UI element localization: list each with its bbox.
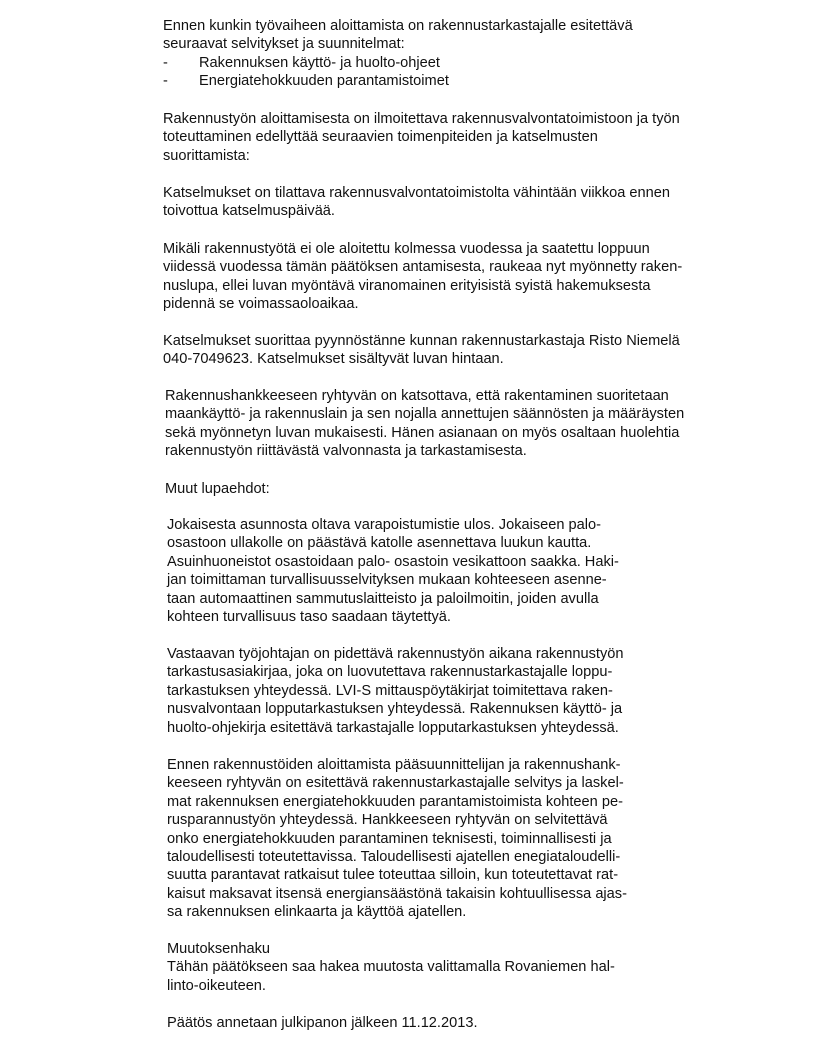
text-line: nusvalvontaan lopputarkastuksen yhteydessä. Rakennuksen käyttö- ja (167, 701, 623, 718)
text-line: 040-7049623. Katselmukset sisältyvät luvan hintaan. (163, 351, 504, 368)
dash-marker: - (163, 54, 168, 71)
list-item (163, 54, 633, 72)
text-line: viidessä vuodessa tämän päätöksen antamisesta, raukeaa nyt myönnetty raken- (163, 259, 683, 276)
text-line: sa rakennuksen elinkaarta ja käyttöä ajatellen. (167, 904, 467, 921)
text-line: mat rakennuksen energiatehokkuuden parantamistoimista kohteen pe- (167, 793, 623, 810)
energia-paragraph (167, 756, 627, 922)
text-line: toivottua katselmuspäivää. (163, 203, 335, 220)
text-line: Rakennustyön aloittamisesta on ilmoitettava rakennusvalvontatoimistoon ja työn (163, 111, 680, 127)
text-line: tarkastuksen yhteydessä. LVI-S mittauspöytäkirjat toimitettava raken- (167, 682, 613, 699)
text-line: Vastaavan työjohtajan on pidettävä rakennustyön aikana rakennustyön (167, 646, 624, 662)
text-line: huolto-ohjekirja esitettävä tarkastajalle lopputarkastuksen yhteydessä. (167, 719, 619, 736)
text-line: tarkastusasiakirjaa, joka on luovutettava rakennustarkastajalle loppu- (167, 664, 613, 681)
section-heading: Muut lupaehdot: (165, 481, 270, 497)
text-line: Rakennushankkeeseen ryhtyvän on katsottava, että rakentaminen suoritetaan (165, 388, 669, 404)
paatos-paragraph (167, 1014, 478, 1032)
tarkastaja-paragraph (163, 332, 680, 369)
text-line: Katselmukset suorittaa pyynnöstänne kunnan rakennustarkastaja Risto Niemelä (163, 333, 680, 349)
list-item-text: Energiatehokkuuden parantamistoimet (199, 73, 449, 90)
text-line: Tähän päätökseen saa hakea muutosta valittamalla Rovaniemen hal- (167, 959, 615, 976)
intro-paragraph (163, 17, 633, 91)
muutoksenhaku-section (167, 940, 615, 995)
text-line: Mikäli rakennustyötä ei ole aloitettu kolmessa vuodessa ja saatettu loppuun (163, 241, 650, 257)
text-line: onko energiatehokkuuden parantaminen teknisesti, toiminnallisesti ja (167, 830, 612, 847)
text-line: maankäyttö- ja rakennuslain ja sen nojalla annettujen säännösten ja määräysten (165, 406, 685, 423)
text-line: rakennustyön riittävästä valvonnasta ja tarkastamisesta. (165, 443, 527, 460)
text-line: taloudellisesti toteutettavissa. Taloudellisesti ajatellen enegiataloudelli- (167, 849, 621, 866)
text-line: kohteen turvallisuus taso saadaan täytettyä. (167, 609, 451, 626)
katselmukset-paragraph (163, 184, 670, 221)
section-heading: Muutoksenhaku (167, 941, 271, 957)
list-item (163, 72, 633, 90)
text-line: jan toimittaman turvallisuusselvityksen mukaan kohteeseen asenne- (167, 572, 607, 589)
text-line: osastoon ullakolle on päästävä katolle asennettava luukun kautta. (167, 535, 592, 552)
text-line: Asuinhuoneistot osastoidaan palo- osastoin vesikattoon saakka. Haki- (167, 553, 619, 570)
list-item-text: Rakennuksen käyttö- ja huolto-ohjeet (199, 54, 440, 71)
voimassaolo-paragraph (163, 240, 682, 314)
text-line: Päätös annetaan julkipanon jälkeen 11.12.2013. (167, 1015, 478, 1031)
text-line: kaisut maksavat itsensä energiansäästönä takaisin kohtuullisessa ajas- (167, 885, 627, 902)
text-line: toteuttaminen edellyttää seuraavien toimenpiteiden ja katselmusten (163, 129, 598, 146)
text-line: taan automaattinen sammutuslaitteisto ja paloilmoitin, joiden avulla (167, 590, 599, 607)
poistuminen-paragraph (167, 516, 619, 626)
text-line: seuraavat selvitykset ja suunnitelmat: (163, 36, 405, 53)
hankkeeseen-paragraph (165, 387, 684, 461)
text-line: sekä myönnetyn luvan mukaisesti. Hänen asianaan on myös osaltaan huolehtia (165, 424, 680, 441)
text-line: Katselmukset on tilattava rakennusvalvontatoimistolta vähintään viikkoa ennen (163, 185, 671, 201)
tyojohtaja-paragraph (167, 645, 624, 737)
text-line: Jokaisesta asunnosta oltava varapoistumistie ulos. Jokaiseen palo- (167, 517, 602, 533)
dash-marker: - (163, 73, 168, 90)
text-line: linto-oikeuteen. (167, 977, 266, 994)
text-line: suutta parantavat ratkaisut tulee toteuttaa silloin, kun toteutettavat rat- (167, 867, 619, 884)
text-line: nuslupa, ellei luvan myöntävä viranomainen erityisistä syistä hakemuksesta (163, 277, 651, 294)
aloitus-paragraph (163, 110, 680, 165)
text-line: keeseen ryhtyvän on esitettävä rakennustarkastajalle selvitys ja laskel- (167, 775, 624, 792)
muut-lupaehdot-heading (165, 480, 270, 498)
text-line: Ennen rakennustöiden aloittamista pääsuunnittelijan ja rakennushank- (167, 757, 621, 773)
text-line: Ennen kunkin työvaiheen aloittamista on rakennustarkastajalle esitettävä (163, 18, 633, 34)
text-line: pidennä se voimassaoloaikaa. (163, 296, 359, 313)
text-line: suorittamista: (163, 147, 250, 164)
text-line: rusparannustyön yhteydessä. Hankkeeseen ryhtyvän on selvitettävä (167, 812, 608, 829)
